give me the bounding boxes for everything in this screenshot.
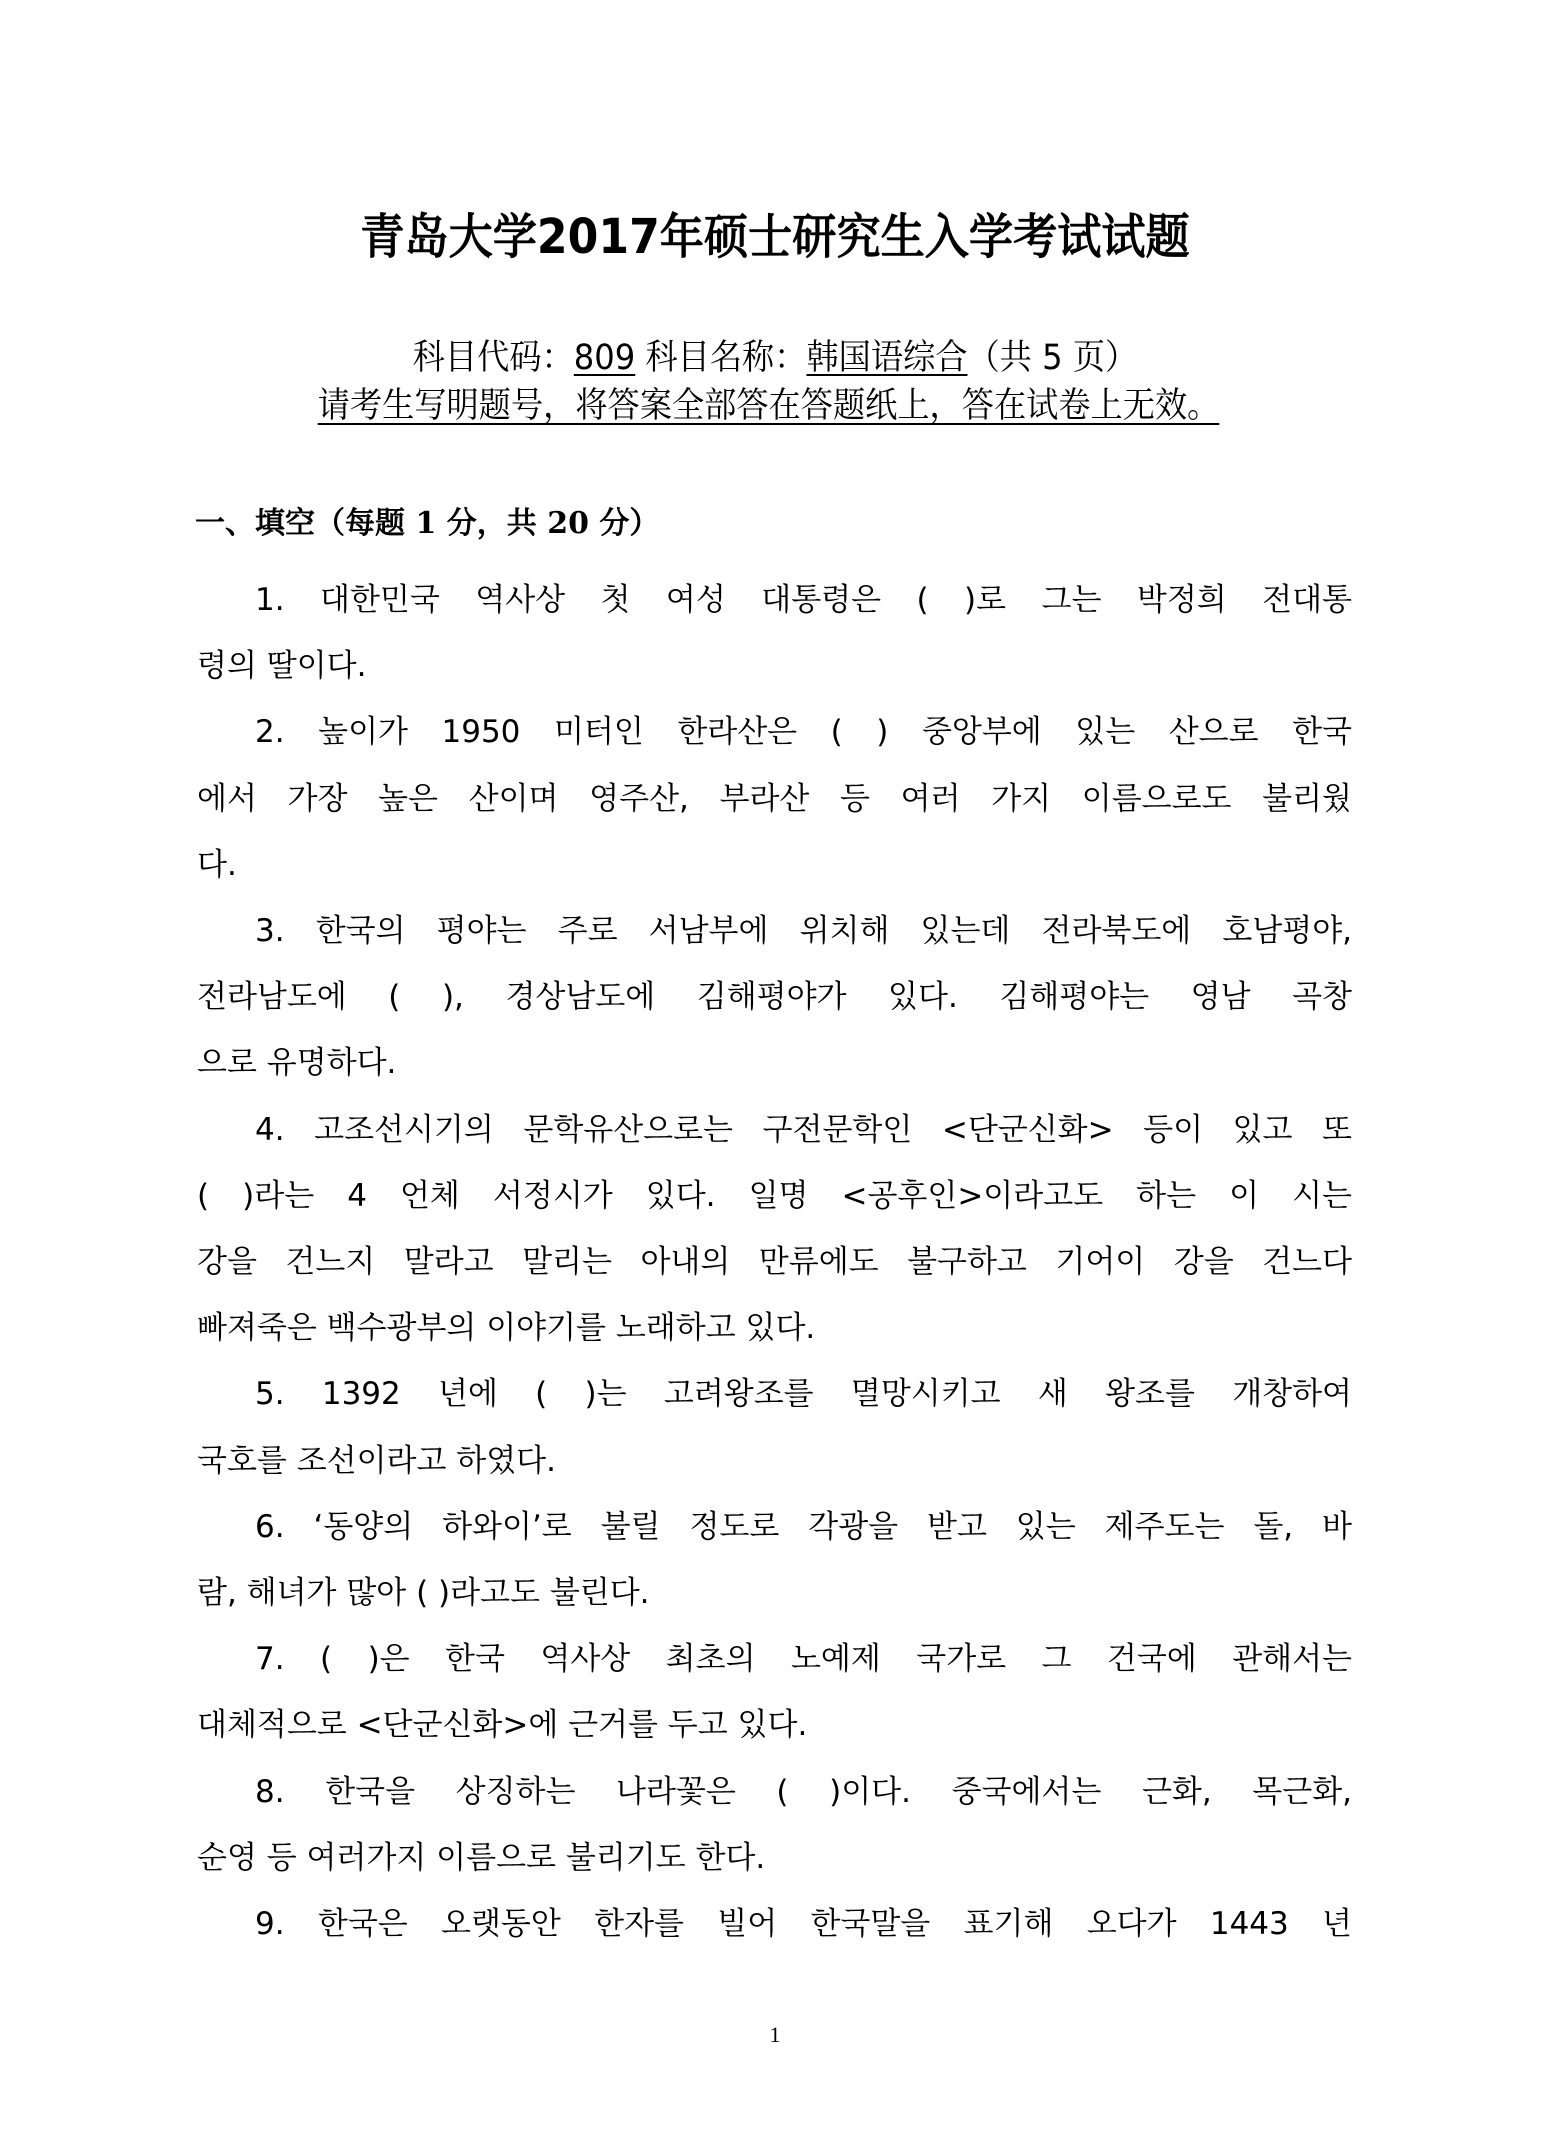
question-text-line: 강을 건느지 말라고 말리는 아내의 만류에도 불구하고 기어이 강을 건느다 xyxy=(197,1244,1352,1280)
subject-line xyxy=(62,330,1488,380)
instruction-text: 请考生写明题号，将答案全部答在答题纸上，答在试卷上无效。 xyxy=(317,386,1220,426)
subject-code: 809 xyxy=(573,338,636,378)
question-text-line: 에서 가장 높은 산이며 영주산, 부라산 등 여러 가지 이름으로도 불리웠 xyxy=(197,780,1352,817)
question-text-line: 령의 딸이다. xyxy=(197,648,367,685)
question-text-line: 7. ( )은 한국 역사상 최초의 노예제 국가로 그 건국에 관해서는 xyxy=(255,1641,1352,1678)
question-text-line: 2. 높이가 1950 미터인 한라산은 ( ) 중앙부에 있는 산으로 한국 xyxy=(255,714,1352,751)
page-number: 1 xyxy=(769,2022,781,2047)
page-count: （共 5 页） xyxy=(967,338,1138,378)
instruction-line xyxy=(62,378,1488,428)
question-text-line: 6. ‘동양의 하와이’로 불릴 정도로 각광을 받고 있는 제주도는 돌, 바 xyxy=(255,1508,1352,1545)
question-text-line: 람, 해녀가 많아 ( )라고도 불린다. xyxy=(197,1575,650,1611)
question-text-line: 빠져죽은 백수광부의 이야기를 노래하고 있다. xyxy=(197,1310,816,1347)
question-text-line: 8. 한국을 상징하는 나라꽃은 ( )이다. 중국에서는 근화, 목근화, xyxy=(255,1773,1352,1810)
question-text-line: 1. 대한민국 역사상 첫 여성 대통령은 ( )로 그는 박정희 전대통 xyxy=(255,582,1352,618)
exam-title: 青岛大学2017年硕士研究生入学考试试题 xyxy=(360,209,1190,265)
question-text-line: 5. 1392 년에 ( )는 고려왕조를 멸망시키고 새 왕조를 개창하여 xyxy=(255,1376,1352,1413)
question-text-line: 4. 고조선시기의 문학유산으로는 구전문학인 <단군신화> 등이 있고 또 xyxy=(255,1111,1352,1148)
question-text-line: ( )라는 4 언체 서정시가 있다. 일명 <공후인>이라고도 하는 이 시는 xyxy=(197,1177,1352,1214)
question-text-line: 다. xyxy=(197,846,237,883)
question-text-line: 으로 유명하다. xyxy=(197,1045,397,1082)
question-text-line: 9. 한국은 오랫동안 한자를 빌어 한국말을 표기해 오다가 1443 년 xyxy=(255,1906,1352,1942)
question-text-line: 대체적으로 <단군신화>에 근거를 두고 있다. xyxy=(197,1707,808,1744)
subject-code-label: 科目代码： xyxy=(412,338,574,378)
question-text-line: 3. 한국의 평야는 주로 서남부에 위치해 있는데 전라북도에 호남평야, xyxy=(255,913,1352,949)
question-text-line: 순영 등 여러가지 이름으로 불리기도 한다. xyxy=(197,1839,766,1876)
section-heading: 一、填空（每题 1 分，共 20 分） xyxy=(195,506,660,541)
subject-name: 韩国语综合 xyxy=(806,338,968,378)
subject-name-label: 科目名称： xyxy=(635,338,807,378)
question-text-line: 전라남도에 ( ), 경상남도에 김해평야가 있다. 김해평야는 영남 곡창 xyxy=(197,979,1352,1016)
question-text-line: 국호를 조선이라고 하였다. xyxy=(197,1442,556,1479)
